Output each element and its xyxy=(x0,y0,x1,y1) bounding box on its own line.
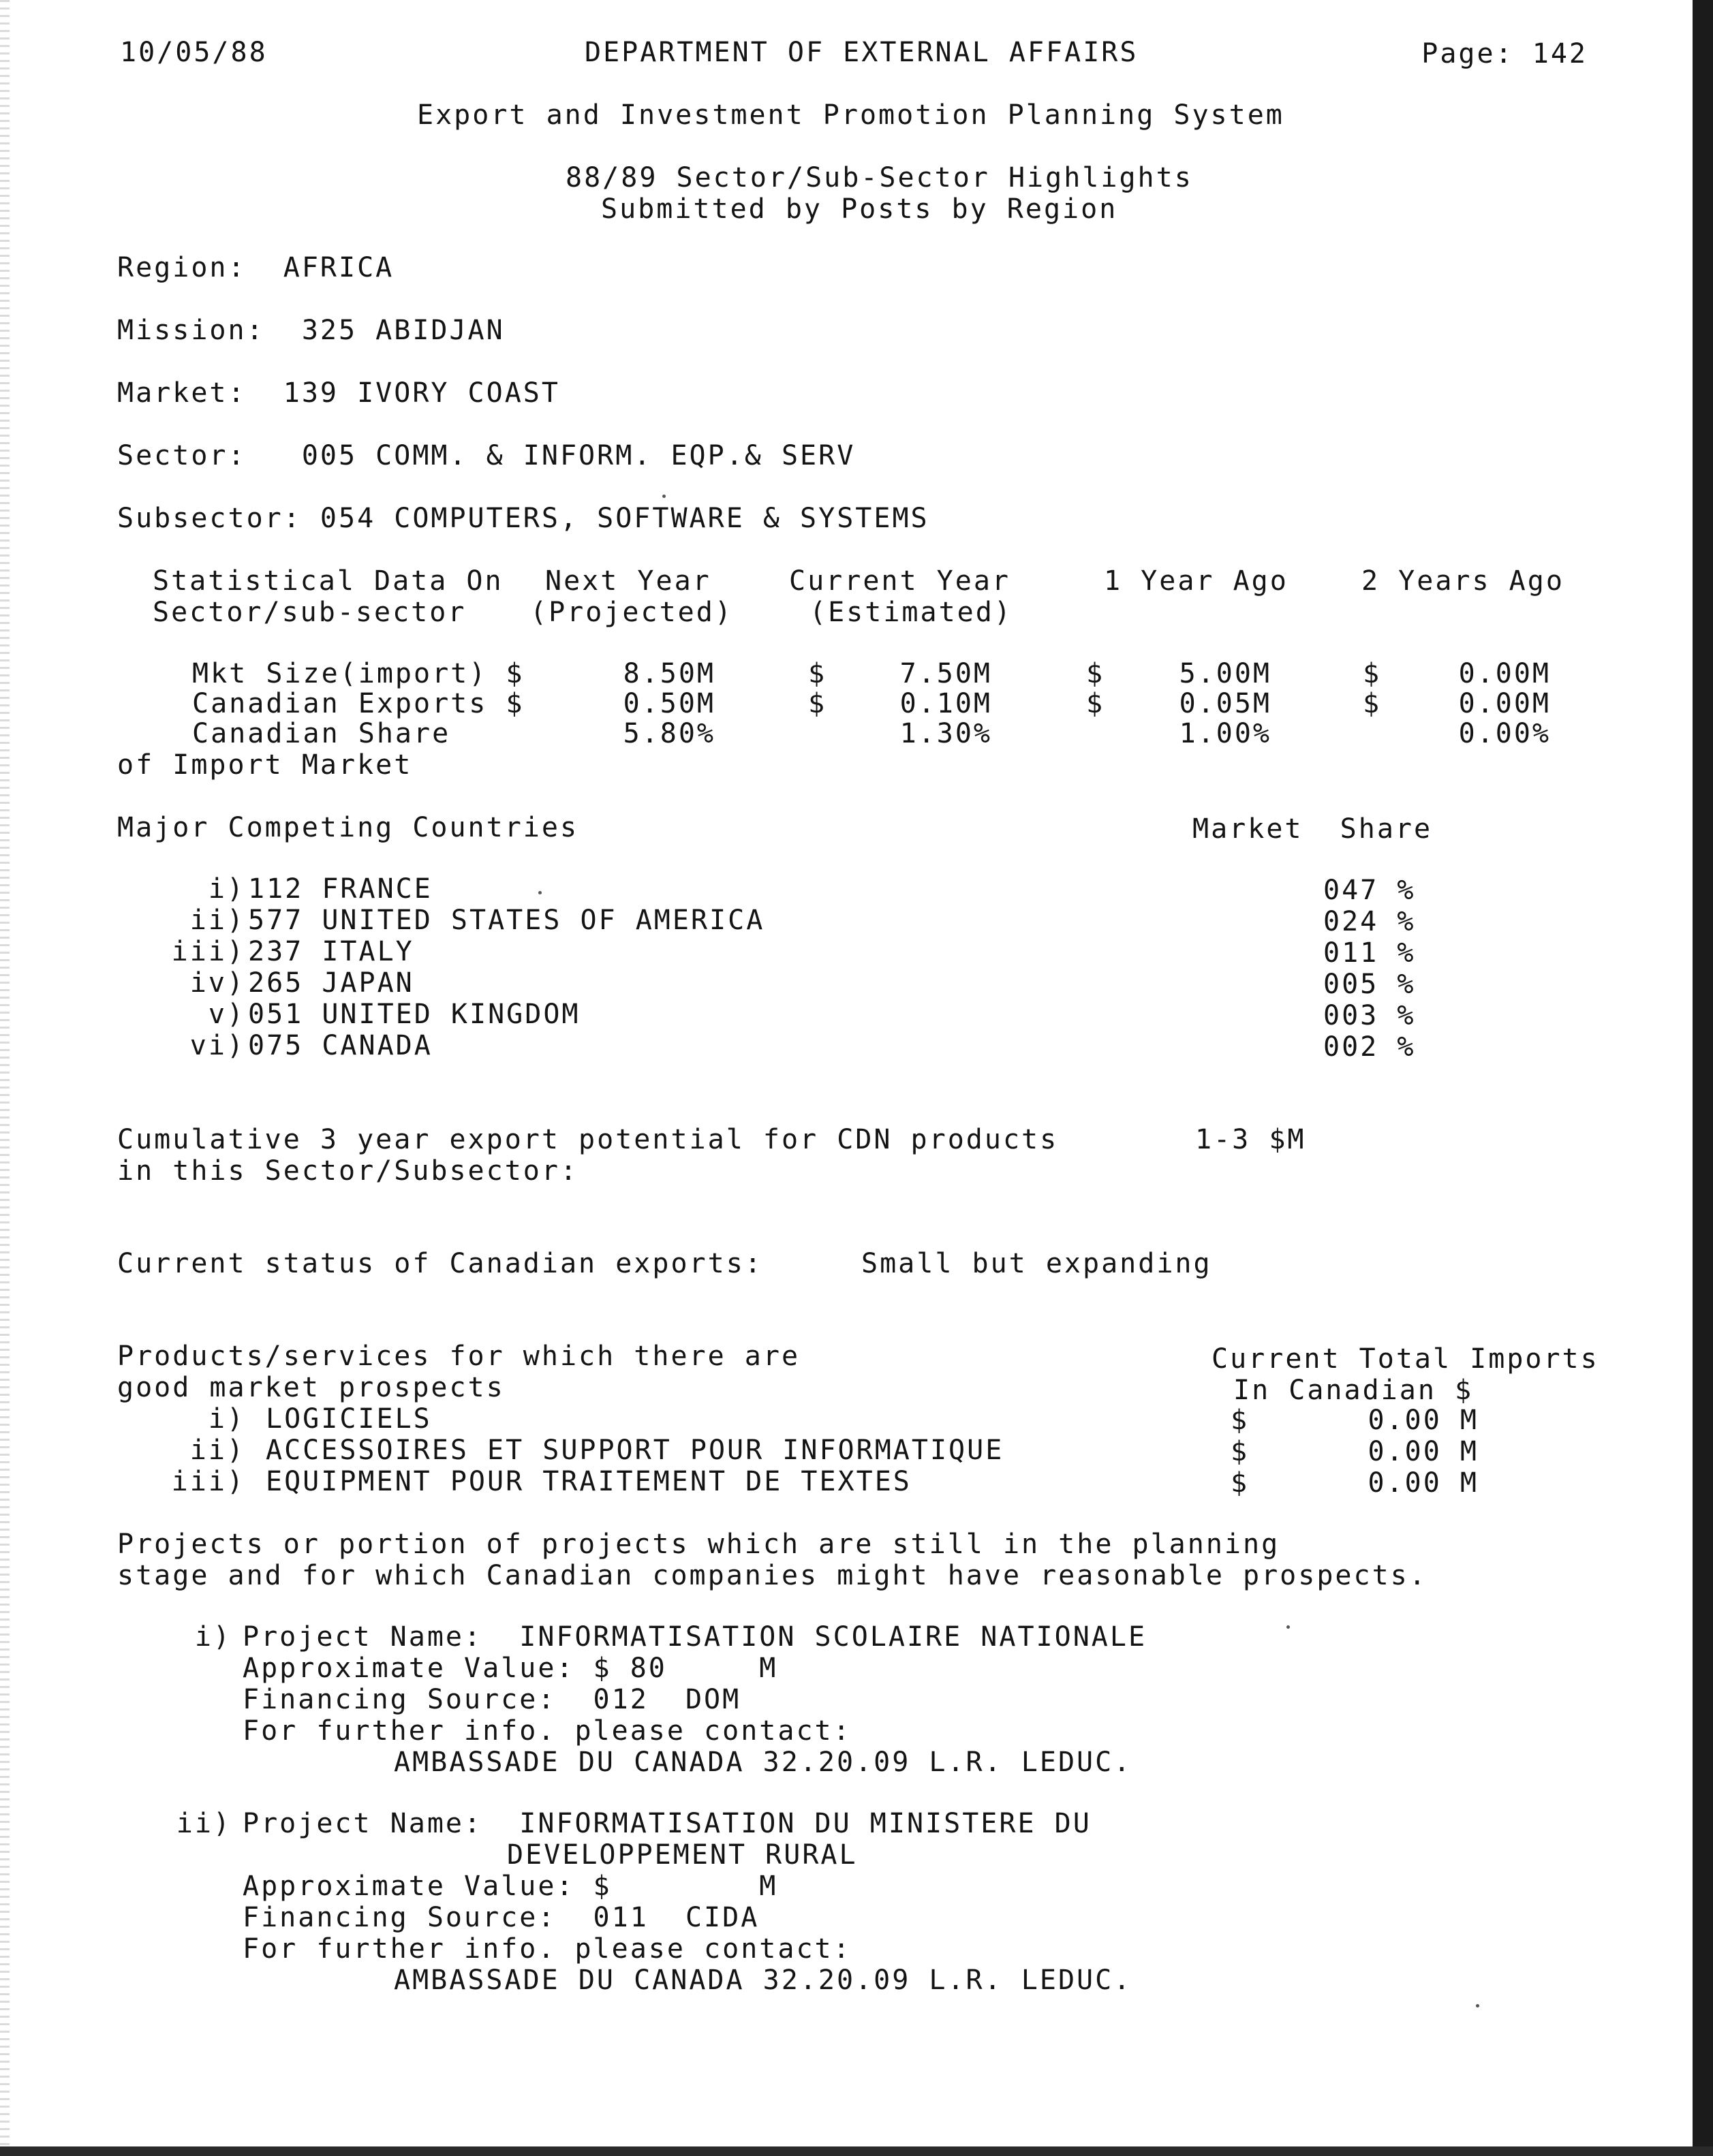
stats-value: 5.80% xyxy=(623,718,715,749)
currency-symbol: $ xyxy=(1363,688,1382,719)
stats-value: 1.00% xyxy=(1179,718,1271,749)
column-header: Current Year xyxy=(789,565,1010,597)
stats-row-label: of Import Market xyxy=(117,749,413,781)
competitor-share: 011 % xyxy=(1323,937,1416,969)
project-contact: AMBASSADE DU CANADA 32.20.09 L.R. LEDUC. xyxy=(394,1747,1132,1778)
competitor-index: i) xyxy=(208,873,245,905)
competitor-index: vi) xyxy=(189,1030,245,1061)
stats-row-label: Canadian Share xyxy=(192,718,451,749)
product-index: iii) xyxy=(171,1466,245,1497)
potential-value: 1-3 $M xyxy=(1195,1124,1306,1155)
competitor-share: 005 % xyxy=(1323,969,1416,1000)
currency-symbol: $ xyxy=(1231,1467,1250,1499)
scan-left-edge xyxy=(0,0,10,2156)
competitor-country: 237 ITALY xyxy=(248,936,414,967)
competitor-share: 002 % xyxy=(1323,1031,1416,1063)
stats-value: 0.05M xyxy=(1179,688,1271,719)
potential-label: in this Sector/Subsector: xyxy=(117,1155,579,1187)
competitor-country: 577 UNITED STATES OF AMERICA xyxy=(248,905,765,936)
project-name: Project Name: INFORMATISATION DU MINISTERE DU xyxy=(243,1808,1092,1839)
competitor-country: 051 UNITED KINGDOM xyxy=(248,999,581,1030)
stats-header-label: Sector/sub-sector xyxy=(153,597,467,628)
product-name: LOGICIELS xyxy=(266,1403,432,1435)
scan-speck xyxy=(1476,2004,1479,2007)
project-name-continued: DEVELOPPEMENT RURAL xyxy=(507,1839,858,1871)
project-contact-label: For further info. please contact: xyxy=(243,1715,852,1747)
projects-intro: stage and for which Canadian companies might have reasonable prospects. xyxy=(117,1560,1428,1591)
potential-label: Cumulative 3 year export potential for CDN products xyxy=(117,1124,1059,1155)
project-financing: Financing Source: 011 CIDA xyxy=(243,1902,760,1933)
column-header: Next Year xyxy=(545,565,711,597)
system-title: Export and Investment Promotion Planning System xyxy=(417,99,1284,131)
project-index: i) xyxy=(194,1621,232,1653)
column-header: 2 Years Ago xyxy=(1361,565,1564,597)
competitor-country: 075 CANADA xyxy=(248,1030,433,1061)
scan-speck xyxy=(662,495,666,498)
report-date: 10/05/88 xyxy=(120,37,268,68)
scan-right-edge xyxy=(1693,0,1713,2156)
competitor-country: 265 JAPAN xyxy=(248,967,414,999)
submitted-subtitle: Submitted by Posts by Region xyxy=(601,193,1118,225)
product-index: i) xyxy=(208,1403,245,1435)
stats-value: 5.00M xyxy=(1179,658,1271,689)
scan-bottom-edge xyxy=(0,2146,1713,2156)
stats-value: 8.50M xyxy=(623,658,715,689)
competitor-index: iv) xyxy=(189,967,245,999)
project-index: ii) xyxy=(176,1808,232,1839)
product-import-value: 0.00 M xyxy=(1368,1467,1479,1499)
product-index: ii) xyxy=(189,1435,245,1466)
competitor-country: 112 FRANCE xyxy=(248,873,433,905)
stats-header-label: Statistical Data On xyxy=(153,565,504,597)
scan-speck xyxy=(1286,1625,1290,1629)
currency-symbol: $ xyxy=(1231,1405,1250,1436)
currency-symbol: $ xyxy=(808,658,827,689)
column-header: 1 Year Ago xyxy=(1104,565,1288,597)
project-value: Approximate Value: $ M xyxy=(243,1871,778,1902)
currency-symbol: $ xyxy=(808,688,827,719)
competitors-title: Major Competing Countries xyxy=(117,812,579,843)
project-contact-label: For further info. please contact: xyxy=(243,1933,852,1965)
sector-line: Sector: 005 COMM. & INFORM. EQP.& SERV xyxy=(117,440,856,471)
competitor-share: 003 % xyxy=(1323,1000,1416,1031)
market-line: Market: 139 IVORY COAST xyxy=(117,377,560,409)
products-label: good market prospects xyxy=(117,1372,505,1403)
product-import-value: 0.00 M xyxy=(1368,1405,1479,1436)
competitor-index: v) xyxy=(208,999,245,1030)
currency-symbol: $ xyxy=(1086,688,1105,719)
project-financing: Financing Source: 012 DOM xyxy=(243,1684,741,1715)
project-value: Approximate Value: $ 80 M xyxy=(243,1653,778,1684)
page-number: Page: 142 xyxy=(1421,38,1588,69)
stats-value: 0.50M xyxy=(623,688,715,719)
imports-header: In Canadian $ xyxy=(1233,1375,1474,1406)
stats-value: 0.10M xyxy=(899,688,992,719)
stats-value: 7.50M xyxy=(899,658,992,689)
column-header: (Projected) xyxy=(530,597,733,628)
products-label: Products/services for which there are xyxy=(117,1341,801,1372)
status-label: Current status of Canadian exports: xyxy=(117,1248,763,1279)
currency-symbol: $ xyxy=(1231,1436,1250,1467)
highlights-title: 88/89 Sector/Sub-Sector Highlights xyxy=(566,162,1193,193)
stats-value: 0.00% xyxy=(1458,718,1551,749)
mission-line: Mission: 325 ABIDJAN xyxy=(117,315,505,346)
competitor-share: 047 % xyxy=(1323,875,1416,906)
stats-row-label: Canadian Exports $ xyxy=(192,688,525,719)
department-name: DEPARTMENT OF EXTERNAL AFFAIRS xyxy=(585,37,1139,68)
scan-speck xyxy=(538,891,542,894)
stats-value: 0.00M xyxy=(1458,658,1551,689)
stats-row-label: Mkt Size(import) $ xyxy=(192,658,525,689)
project-contact: AMBASSADE DU CANADA 32.20.09 L.R. LEDUC. xyxy=(394,1965,1132,1996)
market-share-header: Market Share xyxy=(1192,813,1433,845)
competitor-share: 024 % xyxy=(1323,906,1416,937)
projects-intro: Projects or portion of projects which are still in the planning xyxy=(117,1529,1280,1560)
product-name: ACCESSOIRES ET SUPPORT POUR INFORMATIQUE xyxy=(266,1435,1004,1466)
competitor-index: iii) xyxy=(171,936,245,967)
subsector-line: Subsector: 054 COMPUTERS, SOFTWARE & SYSTEMS xyxy=(117,503,929,534)
project-name: Project Name: INFORMATISATION SCOLAIRE NATIONALE xyxy=(243,1621,1147,1653)
region-line: Region: AFRICA xyxy=(117,252,395,283)
competitor-index: ii) xyxy=(189,905,245,936)
stats-value: 0.00M xyxy=(1458,688,1551,719)
stats-value: 1.30% xyxy=(899,718,992,749)
currency-symbol: $ xyxy=(1086,658,1105,689)
column-header: (Estimated) xyxy=(809,597,1013,628)
product-name: EQUIPMENT POUR TRAITEMENT DE TEXTES xyxy=(266,1466,912,1497)
currency-symbol: $ xyxy=(1363,658,1382,689)
product-import-value: 0.00 M xyxy=(1368,1436,1479,1467)
status-value: Small but expanding xyxy=(861,1248,1212,1279)
imports-header: Current Total Imports xyxy=(1212,1343,1599,1375)
